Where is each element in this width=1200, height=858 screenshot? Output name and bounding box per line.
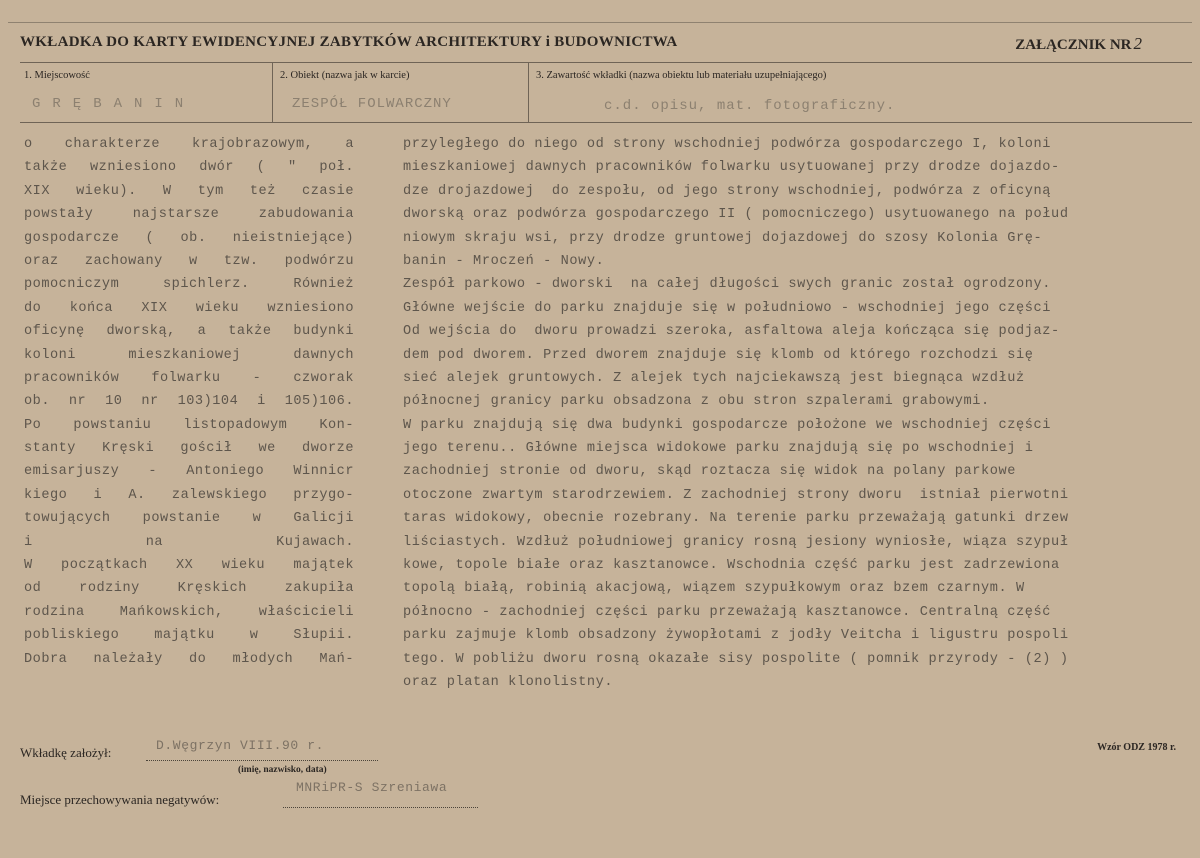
left-column-line: Po powstaniu listopadowym Kon- [24, 417, 354, 433]
left-column-line: oficynę dworską, a także budynki [24, 324, 354, 340]
right-column-line: przyległego do niego od strony wschodniej podwórza gospodarczego I, koloni [403, 137, 1052, 152]
created-by-hint: (imię, nazwisko, data) [238, 765, 327, 775]
left-column-line: towujących powstanie w Galicji [24, 511, 354, 527]
right-column-line: kowe, topole białe oraz kasztanowce. Wschodnia część parku jest zadrzewiona [403, 558, 1060, 574]
right-column-line: sieć alejek gruntowych. Z alejek tych najciekawszą jest biegnąca wzdłuż [403, 370, 1025, 386]
content-value: c.d. opisu, mat. fotograficzny. [604, 98, 896, 114]
right-column-line: oraz platan klonolistny. [403, 674, 614, 690]
locality-value: GRĘBANIN [32, 96, 196, 112]
left-column-line: pracowników folwarku - czworak [24, 370, 354, 386]
right-column-line: zachodniej stronie od dworu, skąd roztacza się widok na polany parkowe [403, 464, 1017, 480]
left-column-line: oraz zachowany w tzw. podwórzu [24, 253, 354, 269]
left-column-line: i na Kujawach. [24, 534, 354, 550]
right-column-line: Od wejścia do dworu prowadzi szeroka, asfaltowa aleja kończąca się podjaz- [403, 324, 1060, 340]
right-column-line: Zespół parkowo - dworski na całej długości swych granic został ogrodzony. [403, 277, 1052, 293]
left-column-line: o charakterze krajobrazowym, a [24, 137, 354, 152]
left-column-line: koloni mieszkaniowej dawnych [24, 347, 354, 363]
header-divider [20, 62, 1192, 63]
right-column-line: Główne wejście do parku znajduje się w południowo - wschodniej jego części [403, 300, 1052, 316]
left-column-line: także wzniesiono dwór ( " poł. [24, 160, 354, 176]
left-column-line: W początkach XX wieku majątek [24, 558, 354, 574]
left-column-line: rodzina Mańkowskich, właścicieli [24, 604, 354, 620]
right-column-line: mieszkaniowej dawnych pracowników folwarku usytuowanej przy drodze dojazdo- [403, 160, 1060, 176]
created-by-line [146, 760, 378, 761]
right-column-line: północnej granicy parku obsadzona z obu stron szpalerami grabowymi. [403, 394, 990, 410]
right-column-line: północno - zachodniej części parku przeważają kasztanowce. Centralną część [403, 604, 1052, 620]
right-column-line: banin - Mroczeń - Nowy. [403, 253, 605, 269]
left-text-column [24, 133, 354, 671]
right-column-line: niowym skraju wsi, przy drodze gruntowej dojazdowej do szosy Kolonia Grę- [403, 230, 1043, 246]
left-column-line: kiego i A. zalewskiego przygo- [24, 487, 354, 503]
right-column-line: dem pod dworem. Przed dworem znajduje się klomb od którego rozchodzi się [403, 347, 1034, 363]
storage-value: MNRiPR-S Szreniawa [296, 780, 448, 795]
annex-label: ZAŁĄCZNIK NR [1015, 37, 1132, 53]
left-column-line: powstały najstarsze zabudowania [24, 207, 354, 223]
right-column-line: dworską oraz podwórza gospodarczego II ( pomocniczego) usytuowanego na połud [403, 207, 1069, 223]
right-column-line: topolą białą, robinią akacjową, wiązem szypułkowym oraz bzem czarnym. W [403, 581, 1025, 597]
left-column-line: pobliskiego majątku w Słupii. [24, 628, 354, 644]
right-column-line: otoczone zwartym starodrzewiem. Z zachodniej strony dworu istniał pierwotni [403, 487, 1069, 503]
right-column-line: liściastych. Wzdłuż południowej granicy rosną jesiony wyniosłe, wiąza szypuł [403, 534, 1069, 550]
content-label: 3. Zawartość wkładki (nazwa obiektu lub materiału uzupełniającego) [536, 70, 827, 81]
created-by-label: Wkładkę założył: [20, 745, 112, 760]
left-column-line: stanty Kręski gościł we dworze [24, 441, 354, 457]
fields-divider [20, 122, 1192, 123]
left-column-line: XIX wieku). W tym też czasie [24, 183, 354, 199]
annex-number [1015, 34, 1142, 54]
left-column-line: emisarjuszy - Antoniego Winnicr [24, 464, 354, 480]
form-model-label: Wzór ODZ 1978 r. [1097, 742, 1176, 753]
left-column-line: pomocniczym spichlerz. Również [24, 277, 354, 293]
field-separator-2 [528, 62, 529, 122]
created-by-value: D.Węgrzyn VIII.90 r. [156, 738, 325, 753]
left-column-line: Dobra należały do młodych Mań- [24, 651, 354, 667]
right-column-line: taras widokowy, obecnie rozebrany. Na terenie parku przeważają gatunki drzew [403, 511, 1069, 527]
right-column-line: W parku znajdują się dwa budynki gospodarcze położone we wschodniej części [403, 417, 1052, 433]
right-column-line: parku zajmuje klomb obsadzony żywopłotami z jodły Veitcha i ligustru pospoli [403, 628, 1069, 644]
left-column-line: gospodarcze ( ob. nieistniejące) [24, 230, 354, 246]
locality-label: 1. Miejscowość [24, 70, 90, 81]
right-column-line: tego. W pobliżu dworu rosną okazałe sisy pospolite ( pomnik przyrody - (2) ) [403, 651, 1069, 667]
right-column-line: dze drojazdowej do zespołu, od jego strony wschodniej, podwórza z oficyną [403, 183, 1052, 199]
right-column-line: jego terenu.. Główne miejsca widokowe parku znajdują się po wschodniej i [403, 441, 1034, 457]
right-text-column [403, 133, 1188, 694]
annex-number-value: 2 [1133, 34, 1142, 53]
left-column-line: ob. nr 10 nr 103)104 i 105)106. [24, 394, 354, 410]
left-column-line: od rodziny Kręskich zakupiła [24, 581, 354, 597]
left-column-line: do końca XIX wieku wzniesiono [24, 300, 354, 316]
storage-label: Miejsce przechowywania negatywów: [20, 792, 220, 807]
object-value: ZESPÓŁ FOLWARCZNY [292, 96, 452, 112]
storage-line [283, 807, 478, 808]
object-label: 2. Obiekt (nazwa jak w karcie) [280, 70, 410, 81]
form-title: WKŁADKA DO KARTY EWIDENCYJNEJ ZABYTKÓW ARCHITEKTURY i BUDOWNICTWA [20, 34, 678, 50]
field-separator-1 [272, 62, 273, 122]
